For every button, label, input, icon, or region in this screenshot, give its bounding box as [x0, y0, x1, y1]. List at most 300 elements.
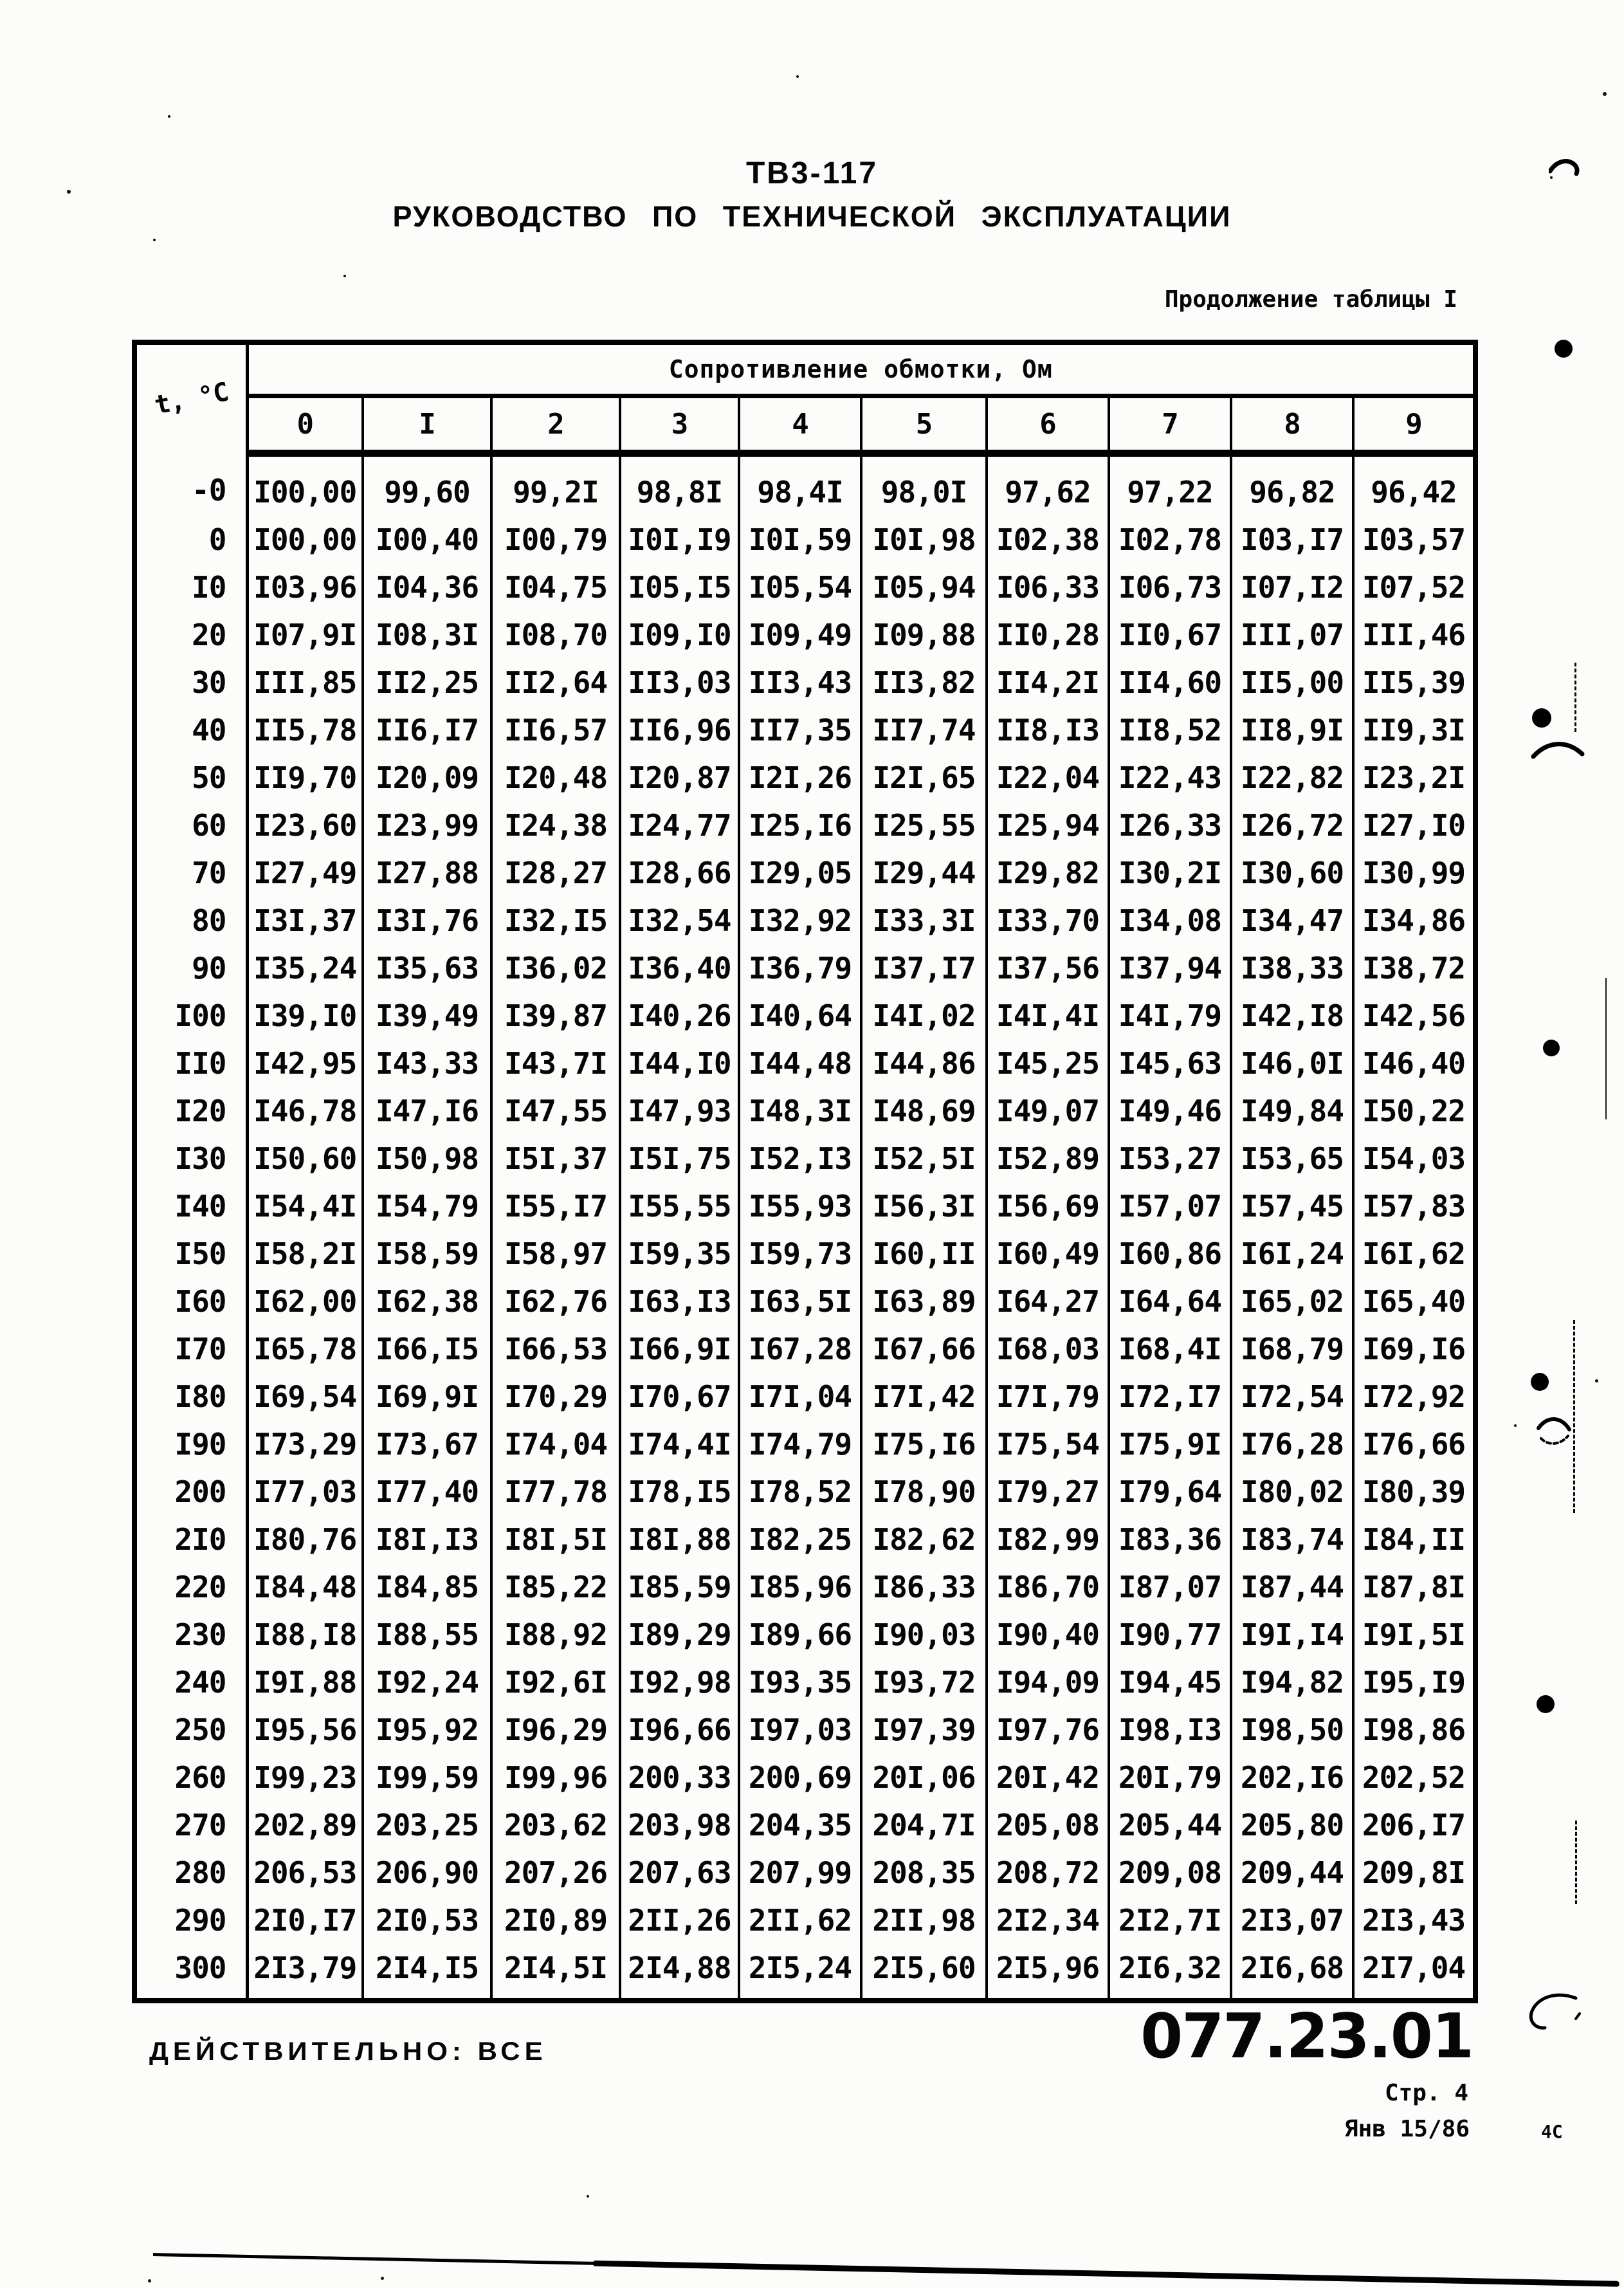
resistance-cell: I52,I3	[739, 1135, 861, 1182]
table-group-header-row	[134, 342, 1475, 396]
resistance-cell: I99,96	[491, 1754, 620, 1801]
resistance-cell: I52,89	[987, 1135, 1109, 1182]
resistance-cell: I09,49	[739, 611, 861, 659]
resistance-cell: I85,96	[739, 1563, 861, 1611]
ink-speck	[343, 275, 346, 277]
column-header: 0	[247, 396, 363, 454]
table-row	[134, 1278, 1475, 1325]
resistance-cell: II6,I7	[363, 706, 491, 754]
temperature-cell: I30	[134, 1135, 247, 1182]
resistance-cell: I03,96	[247, 564, 363, 611]
resistance-cell: I63,I3	[620, 1278, 739, 1325]
resistance-cell: I96,29	[491, 1706, 620, 1754]
temperature-cell: I70	[134, 1325, 247, 1373]
resistance-cell: I68,4I	[1109, 1325, 1231, 1373]
column-header: 5	[861, 396, 987, 454]
resistance-cell: 2I4,88	[620, 1944, 739, 2001]
resistance-cell: I55,93	[739, 1182, 861, 1230]
resistance-cell: II5,78	[247, 706, 363, 754]
resistance-cell: I74,79	[739, 1420, 861, 1468]
resistance-cell: I43,33	[363, 1040, 491, 1087]
document-code: ТВ3-117	[745, 156, 879, 190]
resistance-cell: 2I5,60	[861, 1944, 987, 2001]
resistance-cell: I00,00	[247, 516, 363, 564]
temperature-cell: 90	[134, 944, 247, 992]
resistance-cell: II2,64	[491, 659, 620, 706]
resistance-cell: 204,7I	[861, 1801, 987, 1849]
resistance-cell: I8I,88	[620, 1516, 739, 1563]
resistance-cell: 202,89	[247, 1801, 363, 1849]
page-number-label: Стр. 4	[1384, 2080, 1468, 2106]
resistance-cell: I83,36	[1109, 1516, 1231, 1563]
resistance-cell: I38,33	[1231, 944, 1353, 992]
resistance-cell: 205,08	[987, 1801, 1109, 1849]
ink-bottom-curl-artifact	[1522, 1992, 1583, 2034]
temperature-cell: 260	[134, 1754, 247, 1801]
resistance-cell: I08,3I	[363, 611, 491, 659]
temperature-cell: 20	[134, 611, 247, 659]
resistance-cell: I79,27	[987, 1468, 1109, 1516]
resistance-cell: 208,35	[861, 1849, 987, 1897]
resistance-cell: I5I,75	[620, 1135, 739, 1182]
resistance-cell: I69,I6	[1353, 1325, 1475, 1373]
temperature-cell: 2I0	[134, 1516, 247, 1563]
resistance-cell: I74,4I	[620, 1420, 739, 1468]
resistance-cell: I95,56	[247, 1706, 363, 1754]
resistance-cell: I79,64	[1109, 1468, 1231, 1516]
resistance-cell: II7,74	[861, 706, 987, 754]
resistance-cell: I60,86	[1109, 1230, 1231, 1278]
resistance-cell: I66,I5	[363, 1325, 491, 1373]
resistance-cell: I03,I7	[1231, 516, 1353, 564]
ink-speck	[153, 239, 156, 241]
resistance-cell: I07,52	[1353, 564, 1475, 611]
resistance-cell: I88,I8	[247, 1611, 363, 1658]
resistance-cell: 98,4I	[739, 454, 861, 517]
resistance-cell: I57,45	[1231, 1182, 1353, 1230]
resistance-cell: 2I6,32	[1109, 1944, 1231, 2001]
resistance-cell: I52,5I	[861, 1135, 987, 1182]
temperature-cell: 220	[134, 1563, 247, 1611]
resistance-cell: I75,54	[987, 1420, 1109, 1468]
ink-speck	[381, 2277, 384, 2280]
resistance-cell: I59,35	[620, 1230, 739, 1278]
temperature-cell: II0	[134, 1040, 247, 1087]
resistance-cell: I50,22	[1353, 1087, 1475, 1135]
resistance-cell: I09,I0	[620, 611, 739, 659]
resistance-cell: I56,3I	[861, 1182, 987, 1230]
table-row	[134, 992, 1475, 1040]
resistance-cell: I67,66	[861, 1325, 987, 1373]
resistance-cell: I78,90	[861, 1468, 987, 1516]
resistance-cell: II6,96	[620, 706, 739, 754]
resistance-cell: I06,73	[1109, 564, 1231, 611]
table-row	[134, 897, 1475, 944]
resistance-cell: I85,59	[620, 1563, 739, 1611]
resistance-cell: 99,2I	[491, 454, 620, 517]
resistance-cell: I70,29	[491, 1373, 620, 1420]
resistance-cell: 97,22	[1109, 454, 1231, 517]
column-header: 2	[491, 396, 620, 454]
resistance-cell: I69,9I	[363, 1373, 491, 1420]
resistance-cell: I3I,76	[363, 897, 491, 944]
resistance-cell: I22,04	[987, 754, 1109, 802]
resistance-cell: II5,39	[1353, 659, 1475, 706]
edge-mark-label: 4C	[1541, 2121, 1563, 2142]
temperature-cell: 290	[134, 1897, 247, 1944]
temperature-cell: I60	[134, 1278, 247, 1325]
resistance-cell: 2I5,24	[739, 1944, 861, 2001]
resistance-cell: 20I,79	[1109, 1754, 1231, 1801]
resistance-cell: I75,9I	[1109, 1420, 1231, 1468]
resistance-cell: I27,49	[247, 849, 363, 897]
resistance-cell: II6,57	[491, 706, 620, 754]
resistance-cell: 206,I7	[1353, 1801, 1475, 1849]
table-row	[134, 706, 1475, 754]
resistance-cell: I32,92	[739, 897, 861, 944]
resistance-cell: I8I,I3	[363, 1516, 491, 1563]
resistance-cell: II0,28	[987, 611, 1109, 659]
resistance-cell: 20I,06	[861, 1754, 987, 1801]
column-header: 4	[739, 396, 861, 454]
resistance-cell: I68,79	[1231, 1325, 1353, 1373]
resistance-cell: II9,70	[247, 754, 363, 802]
resistance-cell: II4,2I	[987, 659, 1109, 706]
resistance-cell: I90,77	[1109, 1611, 1231, 1658]
resistance-cell: I08,70	[491, 611, 620, 659]
resistance-cell: I58,97	[491, 1230, 620, 1278]
resistance-cell: II5,00	[1231, 659, 1353, 706]
resistance-cell: 203,98	[620, 1801, 739, 1849]
resistance-cell: I05,94	[861, 564, 987, 611]
validity-note: ДЕЙСТВИТЕЛЬНО: ВСЕ	[149, 2037, 547, 2066]
table-row	[134, 1420, 1475, 1468]
resistance-cell: I4I,02	[861, 992, 987, 1040]
resistance-cell: I7I,42	[861, 1373, 987, 1420]
resistance-cell: I36,79	[739, 944, 861, 992]
resistance-cell: 207,63	[620, 1849, 739, 1897]
resistance-cell: I5I,37	[491, 1135, 620, 1182]
resistance-cell: I72,I7	[1109, 1373, 1231, 1420]
resistance-cell: I88,92	[491, 1611, 620, 1658]
resistance-cell: I94,45	[1109, 1658, 1231, 1706]
resistance-cell: I05,54	[739, 564, 861, 611]
resistance-cell: I07,9I	[247, 611, 363, 659]
column-header: 8	[1231, 396, 1353, 454]
table-row	[134, 1182, 1475, 1230]
ink-speck	[168, 115, 170, 118]
temperature-cell: 240	[134, 1658, 247, 1706]
resistance-cell: I03,57	[1353, 516, 1475, 564]
resistance-cell: I87,44	[1231, 1563, 1353, 1611]
resistance-cell: I90,03	[861, 1611, 987, 1658]
resistance-cell: 2I4,I5	[363, 1944, 491, 2001]
resistance-cell: I73,29	[247, 1420, 363, 1468]
resistance-cell: I92,24	[363, 1658, 491, 1706]
ink-speck	[587, 2195, 589, 2198]
temperature-cell: 80	[134, 897, 247, 944]
resistance-cell: I0I,98	[861, 516, 987, 564]
resistance-cell: I73,67	[363, 1420, 491, 1468]
ink-speck	[796, 75, 799, 78]
resistance-cell: I07,I2	[1231, 564, 1353, 611]
resistance-cell: II3,03	[620, 659, 739, 706]
resistance-cell: I99,59	[363, 1754, 491, 1801]
table-row	[134, 944, 1475, 992]
resistance-cell: I45,25	[987, 1040, 1109, 1087]
resistance-cell: I35,63	[363, 944, 491, 992]
resistance-cell: 202,52	[1353, 1754, 1475, 1801]
resistance-cell: I34,47	[1231, 897, 1353, 944]
resistance-cell: I92,6I	[491, 1658, 620, 1706]
resistance-cell: 205,44	[1109, 1801, 1231, 1849]
table-row	[134, 1135, 1475, 1182]
resistance-cell: I02,78	[1109, 516, 1231, 564]
resistance-cell: I46,78	[247, 1087, 363, 1135]
resistance-cell: 209,08	[1109, 1849, 1231, 1897]
resistance-cell: 206,53	[247, 1849, 363, 1897]
document-number-stamp: 077.23.01	[1140, 2001, 1473, 2072]
resistance-cell: I57,83	[1353, 1182, 1475, 1230]
resistance-cell: I57,07	[1109, 1182, 1231, 1230]
resistance-cell: I96,66	[620, 1706, 739, 1754]
resistance-cell: I82,62	[861, 1516, 987, 1563]
resistance-cell: I30,99	[1353, 849, 1475, 897]
resistance-cell: I80,02	[1231, 1468, 1353, 1516]
resistance-cell: I25,94	[987, 802, 1109, 849]
resistance-cell: I65,78	[247, 1325, 363, 1373]
temperature-cell: I90	[134, 1420, 247, 1468]
resistance-cell: I44,I0	[620, 1040, 739, 1087]
table-row	[134, 1563, 1475, 1611]
resistance-cell: 2I6,68	[1231, 1944, 1353, 2001]
resistance-cell: I83,74	[1231, 1516, 1353, 1563]
resistance-cell: I37,56	[987, 944, 1109, 992]
resistance-cell: 203,25	[363, 1801, 491, 1849]
resistance-cell: I76,28	[1231, 1420, 1353, 1468]
resistance-cell: I4I,4I	[987, 992, 1109, 1040]
resistance-table	[132, 340, 1478, 2003]
resistance-cell: I28,27	[491, 849, 620, 897]
corner-header-label: t, °С	[152, 377, 231, 421]
table-row	[134, 1706, 1475, 1754]
resistance-cell: I20,87	[620, 754, 739, 802]
resistance-cell: I47,I6	[363, 1087, 491, 1135]
resistance-cell: I44,86	[861, 1040, 987, 1087]
ink-eye-curl-artifact	[1536, 1414, 1573, 1449]
resistance-cell: 207,26	[491, 1849, 620, 1897]
resistance-cell: II2,25	[363, 659, 491, 706]
ink-speck	[1603, 92, 1607, 96]
resistance-cell: I49,07	[987, 1087, 1109, 1135]
column-header: 9	[1353, 396, 1475, 454]
table-row	[134, 659, 1475, 706]
column-header: 7	[1109, 396, 1231, 454]
resistance-cell: I39,49	[363, 992, 491, 1040]
resistance-cell: I48,69	[861, 1087, 987, 1135]
resistance-cell: 2I2,34	[987, 1897, 1109, 1944]
column-header: 6	[987, 396, 1109, 454]
resistance-cell: 20I,42	[987, 1754, 1109, 1801]
resistance-cell: I27,88	[363, 849, 491, 897]
resistance-cell: I82,99	[987, 1516, 1109, 1563]
resistance-cell: I69,54	[247, 1373, 363, 1420]
table-row	[134, 1516, 1475, 1563]
resistance-cell: 2I3,43	[1353, 1897, 1475, 1944]
resistance-cell: III,85	[247, 659, 363, 706]
resistance-cell: I68,03	[987, 1325, 1109, 1373]
table-row	[134, 564, 1475, 611]
resistance-cell: 2I5,96	[987, 1944, 1109, 2001]
resistance-cell: I9I,5I	[1353, 1611, 1475, 1658]
resistance-cell: I84,II	[1353, 1516, 1475, 1563]
resistance-cell: I44,48	[739, 1040, 861, 1087]
resistance-cell: I89,66	[739, 1611, 861, 1658]
table-row	[134, 1325, 1475, 1373]
resistance-cell: I90,40	[987, 1611, 1109, 1658]
resistance-cell: I46,40	[1353, 1040, 1475, 1087]
resistance-cell: 208,72	[987, 1849, 1109, 1897]
resistance-cell: I72,92	[1353, 1373, 1475, 1420]
resistance-cell: I36,02	[491, 944, 620, 992]
resistance-cell: II8,9I	[1231, 706, 1353, 754]
resistance-cell: 2I3,79	[247, 1944, 363, 2001]
resistance-cell: I30,60	[1231, 849, 1353, 897]
group-header-cell: Сопротивление обмотки, Ом	[247, 342, 1475, 396]
resistance-cell: 99,60	[363, 454, 491, 517]
resistance-cell: I84,85	[363, 1563, 491, 1611]
edge-dashed-line-artifact	[1573, 1320, 1575, 1513]
temperature-cell: 200	[134, 1468, 247, 1516]
resistance-cell: I58,2I	[247, 1230, 363, 1278]
resistance-cell: I22,43	[1109, 754, 1231, 802]
ink-speck	[1595, 1379, 1598, 1382]
resistance-cell: 98,0I	[861, 454, 987, 517]
resistance-cell: I22,82	[1231, 754, 1353, 802]
resistance-cell: I33,70	[987, 897, 1109, 944]
resistance-cell: I42,56	[1353, 992, 1475, 1040]
temperature-cell: 60	[134, 802, 247, 849]
resistance-cell: I78,I5	[620, 1468, 739, 1516]
resistance-cell: I59,73	[739, 1230, 861, 1278]
table-row	[134, 1230, 1475, 1278]
resistance-cell: I55,I7	[491, 1182, 620, 1230]
resistance-cell: 203,62	[491, 1801, 620, 1849]
resistance-cell: I25,I6	[739, 802, 861, 849]
resistance-cell: I65,40	[1353, 1278, 1475, 1325]
resistance-cell: 2I3,07	[1231, 1897, 1353, 1944]
ink-dots-artifact	[1518, 322, 1589, 1801]
resistance-cell: I40,26	[620, 992, 739, 1040]
resistance-cell: I63,89	[861, 1278, 987, 1325]
issue-date-label: Янв 15/86	[1344, 2116, 1470, 2142]
resistance-cell: I62,00	[247, 1278, 363, 1325]
ink-swoosh-artifact	[1549, 157, 1582, 179]
resistance-cell: I36,40	[620, 944, 739, 992]
resistance-cell: I62,38	[363, 1278, 491, 1325]
resistance-cell: I37,I7	[861, 944, 987, 992]
resistance-cell: I4I,79	[1109, 992, 1231, 1040]
resistance-cell: I49,84	[1231, 1087, 1353, 1135]
resistance-cell: I77,40	[363, 1468, 491, 1516]
temperature-cell: 280	[134, 1849, 247, 1897]
resistance-cell: I00,00	[247, 454, 363, 517]
resistance-cell: 2I4,5I	[491, 1944, 620, 2001]
resistance-cell: I06,33	[987, 564, 1109, 611]
resistance-cell: I29,05	[739, 849, 861, 897]
temperature-cell: 50	[134, 754, 247, 802]
resistance-cell: I95,I9	[1353, 1658, 1475, 1706]
resistance-cell: I89,29	[620, 1611, 739, 1658]
resistance-cell: II3,43	[739, 659, 861, 706]
table-row	[134, 1611, 1475, 1658]
resistance-cell: I88,55	[363, 1611, 491, 1658]
resistance-cell: I27,I0	[1353, 802, 1475, 849]
resistance-cell: 202,I6	[1231, 1754, 1353, 1801]
resistance-cell: I34,86	[1353, 897, 1475, 944]
ink-speck	[67, 190, 71, 194]
table-row	[134, 1849, 1475, 1897]
resistance-cell: I87,07	[1109, 1563, 1231, 1611]
resistance-cell: I93,35	[739, 1658, 861, 1706]
resistance-cell: I74,04	[491, 1420, 620, 1468]
resistance-cell: I47,55	[491, 1087, 620, 1135]
resistance-cell: I63,5I	[739, 1278, 861, 1325]
resistance-cell: I28,66	[620, 849, 739, 897]
ink-speck	[1514, 1424, 1517, 1427]
resistance-cell: I37,94	[1109, 944, 1231, 992]
table-row	[134, 1087, 1475, 1135]
table-row	[134, 1040, 1475, 1087]
table-row	[134, 516, 1475, 564]
resistance-cell: I53,27	[1109, 1135, 1231, 1182]
resistance-cell: 206,90	[363, 1849, 491, 1897]
resistance-cell: I60,II	[861, 1230, 987, 1278]
table-body	[134, 454, 1475, 2001]
table-row	[134, 1373, 1475, 1420]
resistance-cell: I29,44	[861, 849, 987, 897]
resistance-cell: I93,72	[861, 1658, 987, 1706]
resistance-cell: I2I,26	[739, 754, 861, 802]
temperature-cell: I00	[134, 992, 247, 1040]
resistance-cell: 207,99	[739, 1849, 861, 1897]
resistance-cell: I29,82	[987, 849, 1109, 897]
resistance-cell: I98,I3	[1109, 1706, 1231, 1754]
table-row	[134, 1897, 1475, 1944]
table-row	[134, 1754, 1475, 1801]
resistance-cell: I58,59	[363, 1230, 491, 1278]
resistance-cell: II8,52	[1109, 706, 1231, 754]
resistance-cell: I50,98	[363, 1135, 491, 1182]
resistance-cell: I2I,65	[861, 754, 987, 802]
edge-dashed-line-artifact	[1575, 1821, 1577, 1904]
resistance-cell: 97,62	[987, 454, 1109, 517]
resistance-cell: I7I,79	[987, 1373, 1109, 1420]
resistance-cell: I04,36	[363, 564, 491, 611]
resistance-cell: I84,48	[247, 1563, 363, 1611]
resistance-cell: II4,60	[1109, 659, 1231, 706]
resistance-cell: II9,3I	[1353, 706, 1475, 754]
edge-line-artifact	[1605, 978, 1607, 1119]
resistance-cell: I66,9I	[620, 1325, 739, 1373]
resistance-cell: I47,93	[620, 1087, 739, 1135]
temperature-cell: 250	[134, 1706, 247, 1754]
table-digit-header-row	[134, 396, 1475, 454]
resistance-cell: I43,7I	[491, 1040, 620, 1087]
resistance-cell: I67,28	[739, 1325, 861, 1373]
table-row	[134, 1944, 1475, 2001]
resistance-cell: I3I,37	[247, 897, 363, 944]
